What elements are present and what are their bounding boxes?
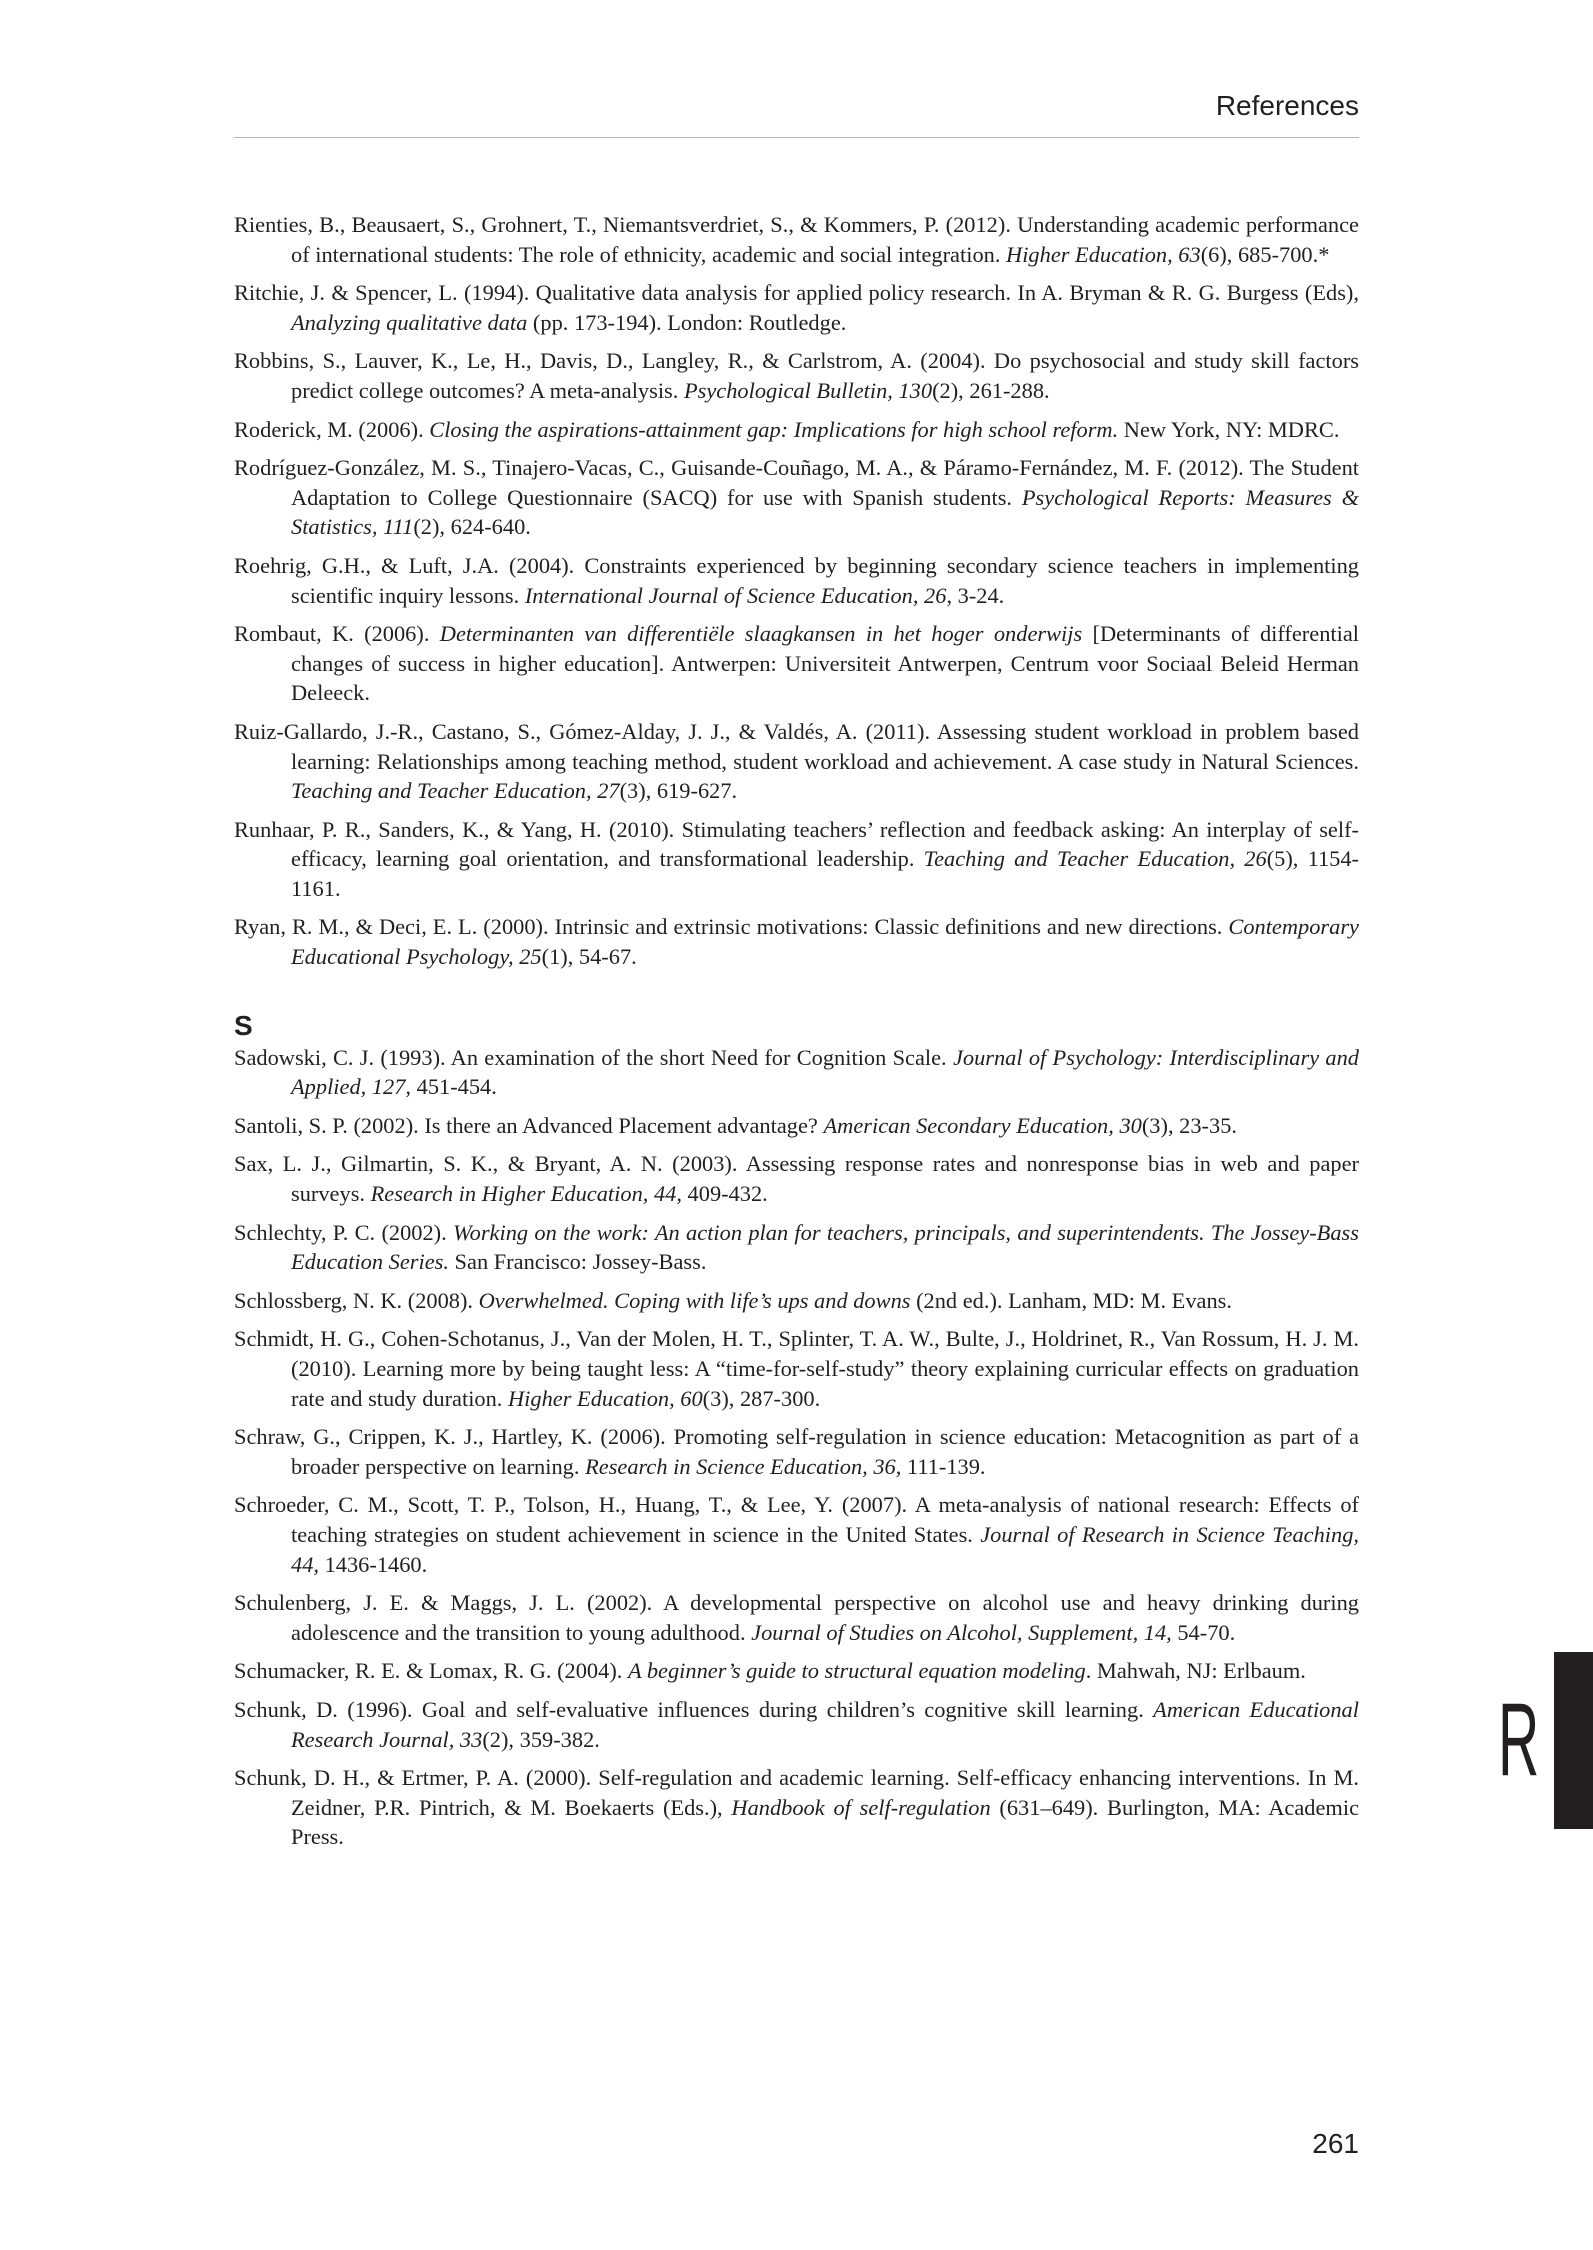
reference-text: Ruiz-Gallardo, J.-R., Castano, S., Gómez-Alday, J. J., & Valdés, A. (2011). Assessing student workload in problem based learning: Relationships among teaching method, student workload and achievement. A case study in Natural Sciences.	[234, 718, 1359, 774]
reference-text: Schunk, D. (1996). Goal and self-evaluative influences during children’s cognitive skill learning.	[234, 1696, 1154, 1722]
reference-text: Schlechty, P. C. (2002).	[234, 1219, 454, 1245]
reference-entry	[234, 1043, 1359, 1102]
reference-text: Roderick, M. (2006).	[234, 416, 430, 442]
reference-text: (1), 54-67.	[541, 944, 637, 970]
reference-text: Schunk, D. H., & Ertmer, P. A. (2000). Self-regulation and academic learning. Self-efficacy enhancing interventions. In M. Zeidner, P.R. Pintrich, & M. Boekaerts (Eds.),	[234, 1765, 1359, 1820]
reference-title-italic: Psychological Bulletin, 130	[683, 377, 933, 403]
reference-text: (2), 359-382.	[482, 1726, 600, 1752]
reference-title-italic: Working on the work: An action plan for teachers, principals, and superintendents. The Jossey-Bass Education Series.	[291, 1219, 1359, 1275]
reference-title-italic: Higher Education, 63	[1006, 241, 1201, 267]
reference-text: Schmidt, H. G., Cohen-Schotanus, J., Van der Molen, H. T., Splinter, T. A. W., Bulte, J., Holdrinet, R., Van Rossum, H. J. M. (2010). Learning more by being taught less: A “time-for-self-study” theory explaining curricular effects on graduation rate and study duration.	[234, 1326, 1359, 1411]
reference-title-italic: Handbook of self-regulation	[731, 1794, 991, 1820]
section-letter-heading: S	[234, 1009, 253, 1041]
reference-text: 54-70.	[1171, 1619, 1236, 1645]
reference-entry	[234, 1286, 1359, 1316]
reference-title-italic: Journal of Psychology: Interdisciplinary and Applied, 127,	[291, 1044, 1359, 1100]
reference-text: (5), 1154-1161.	[291, 846, 1360, 901]
reference-entry	[234, 453, 1359, 542]
reference-text: (pp. 173-194). London: Routledge.	[527, 309, 847, 335]
reference-text: Schlossberg, N. K. (2008).	[234, 1287, 479, 1313]
reference-entry	[234, 619, 1359, 708]
reference-text: (3), 287-300.	[702, 1385, 821, 1411]
reference-entry	[234, 1422, 1359, 1481]
reference-entry	[234, 1695, 1359, 1754]
running-header: References	[1215, 90, 1359, 121]
page-number: 261	[1312, 2128, 1359, 2159]
reference-text: Ritchie, J. & Spencer, L. (1994). Qualitative data analysis for applied policy research. In A. Bryman & R. G. Burgess (Eds),	[234, 280, 1359, 306]
reference-text: 409-432.	[681, 1181, 768, 1207]
reference-text: (6), 685-700.*	[1200, 241, 1330, 267]
reference-text: Roehrig, G.H., & Luft, J.A. (2004). Constraints experienced by beginning secondary science teachers in implementing scientific inquiry lessons.	[234, 552, 1359, 608]
reference-text: Sax, L. J., Gilmartin, S. K., & Bryant, A. N. (2003). Assessing response rates and nonresponse bias in web and paper surveys.	[234, 1151, 1359, 1207]
reference-entry	[234, 717, 1359, 806]
reference-text: 1436-1460.	[319, 1551, 428, 1577]
reference-text: Schraw, G., Crippen, K. J., Hartley, K. (2006). Promoting self-regulation in science education: Metacognition as part of a broader perspective on learning.	[234, 1424, 1359, 1479]
reference-text: (2), 624-640.	[413, 514, 531, 540]
header-divider	[234, 137, 1359, 138]
reference-entry	[234, 1111, 1359, 1141]
reference-text: 111-139.	[901, 1453, 986, 1479]
reference-text: . Mahwah, NJ: Erlbaum.	[1085, 1658, 1306, 1684]
reference-title-italic: Overwhelmed. Coping with life’s ups and downs	[478, 1287, 911, 1313]
reference-text: Schumacker, R. E. & Lomax, R. G. (2004).	[234, 1658, 628, 1684]
reference-text: Robbins, S., Lauver, K., Le, H., Davis, D., Langley, R., & Carlstrom, A. (2004). Do psychosocial and study skill factors predict college outcomes? A meta-analysis.	[234, 348, 1359, 403]
reference-text: Santoli, S. P. (2002). Is there an Advanced Placement advantage?	[234, 1112, 824, 1138]
chapter-tab-letter: R	[1498, 1682, 1540, 1798]
reference-text: (3), 619-627.	[619, 778, 738, 804]
reference-entry	[234, 210, 1359, 269]
reference-text: (631–649). Burlington, MA: Academic Press.	[291, 1794, 1360, 1850]
reference-title-italic: Determinanten van differentiële slaagkansen in het hoger onderwijs	[439, 621, 1083, 647]
reference-text: Rombaut, K. (2006).	[234, 621, 440, 647]
reference-title-italic: Journal of Studies on Alcohol, Supplement, 14,	[751, 1619, 1172, 1645]
reference-entry	[234, 912, 1359, 971]
reference-entry	[234, 1324, 1359, 1413]
reference-entry	[234, 415, 1359, 445]
reference-text: (2), 261-288.	[932, 377, 1050, 403]
reference-text: (3), 23-35.	[1141, 1112, 1237, 1138]
reference-entry	[234, 1656, 1359, 1686]
reference-title-italic: International Journal of Science Education, 26	[524, 582, 947, 608]
reference-entry	[234, 278, 1359, 337]
reference-title-italic: Research in Science Education, 36,	[585, 1453, 902, 1479]
reference-entry	[234, 1763, 1359, 1852]
reference-title-italic: Teaching and Teacher Education, 27	[291, 778, 620, 804]
reference-text: Schroeder, C. M., Scott, T. P., Tolson, H., Huang, T., & Lee, Y. (2007). A meta-analysis of national research: Effects of teaching strategies on student achievement in science in the United States.	[234, 1492, 1359, 1547]
reference-entry	[234, 346, 1359, 405]
reference-text: [Determinants of differential changes of success in higher education]. Antwerpen: Universiteit Antwerpen, Centrum voor Sociaal Beleid Herman Deleeck.	[291, 621, 1359, 706]
reference-title-italic: A beginner’s guide to structural equation modeling	[627, 1658, 1086, 1684]
reference-entry	[234, 551, 1359, 610]
reference-title-italic: Higher Education, 60	[508, 1385, 703, 1411]
reference-title-italic: Contemporary Educational Psychology, 25	[291, 914, 1359, 970]
reference-text: (2nd ed.). Lanham, MD: M. Evans.	[910, 1287, 1232, 1313]
reference-title-italic: Closing the aspirations-attainment gap: Implications for high school reform.	[429, 416, 1119, 442]
reference-text: Rienties, B., Beausaert, S., Grohnert, T., Niemantsverdriet, S., & Kommers, P. (2012). Understanding academic performance of international students: The role of ethnicity, academic and social integration.	[234, 212, 1359, 267]
reference-text: San Francisco: Jossey-Bass.	[448, 1249, 707, 1275]
reference-title-italic: Analyzing qualitative data	[291, 309, 528, 335]
reference-entry	[234, 1149, 1359, 1208]
reference-title-italic: Psychological Reports: Measures & Statistics, 111	[291, 484, 1359, 540]
reference-text: , 3-24.	[946, 582, 1005, 608]
reference-entry	[234, 1218, 1359, 1277]
reference-entry	[234, 1490, 1359, 1579]
reference-text: Schulenberg, J. E. & Maggs, J. L. (2002). A developmental perspective on alcohol use and heavy drinking during adolescence and the transition to young adulthood.	[234, 1590, 1359, 1645]
reference-title-italic: American Secondary Education, 30	[823, 1112, 1142, 1138]
chapter-thumb-tab	[1554, 1652, 1593, 1829]
reference-list	[234, 210, 1359, 1861]
reference-text: Sadowski, C. J. (1993). An examination of the short Need for Cognition Scale.	[234, 1044, 953, 1070]
reference-entry	[234, 1588, 1359, 1647]
reference-text: 451-454.	[411, 1074, 497, 1100]
reference-text: Runhaar, P. R., Sanders, K., & Yang, H. (2010). Stimulating teachers’ reflection and feedback asking: An interplay of self-efficacy, learning goal orientation, and transformational leadership.	[234, 816, 1359, 872]
reference-text: New York, NY: MDRC.	[1118, 416, 1340, 442]
reference-title-italic: American Educational Research Journal, 33	[291, 1696, 1359, 1752]
reference-title-italic: Journal of Research in Science Teaching, 44,	[291, 1521, 1359, 1577]
reference-entry	[234, 815, 1359, 904]
reference-title-italic: Research in Higher Education, 44,	[370, 1181, 682, 1207]
reference-text: Ryan, R. M., & Deci, E. L. (2000). Intrinsic and extrinsic motivations: Classic definitions and new directions.	[234, 914, 1229, 940]
reference-text: Rodríguez-González, M. S., Tinajero-Vacas, C., Guisande-Couñago, M. A., & Páramo-Fernández, M. F. (2012). The Student Adaptation to College Questionnaire (SACQ) for use with Spanish students.	[234, 455, 1359, 510]
reference-title-italic: Teaching and Teacher Education, 26	[923, 846, 1267, 872]
